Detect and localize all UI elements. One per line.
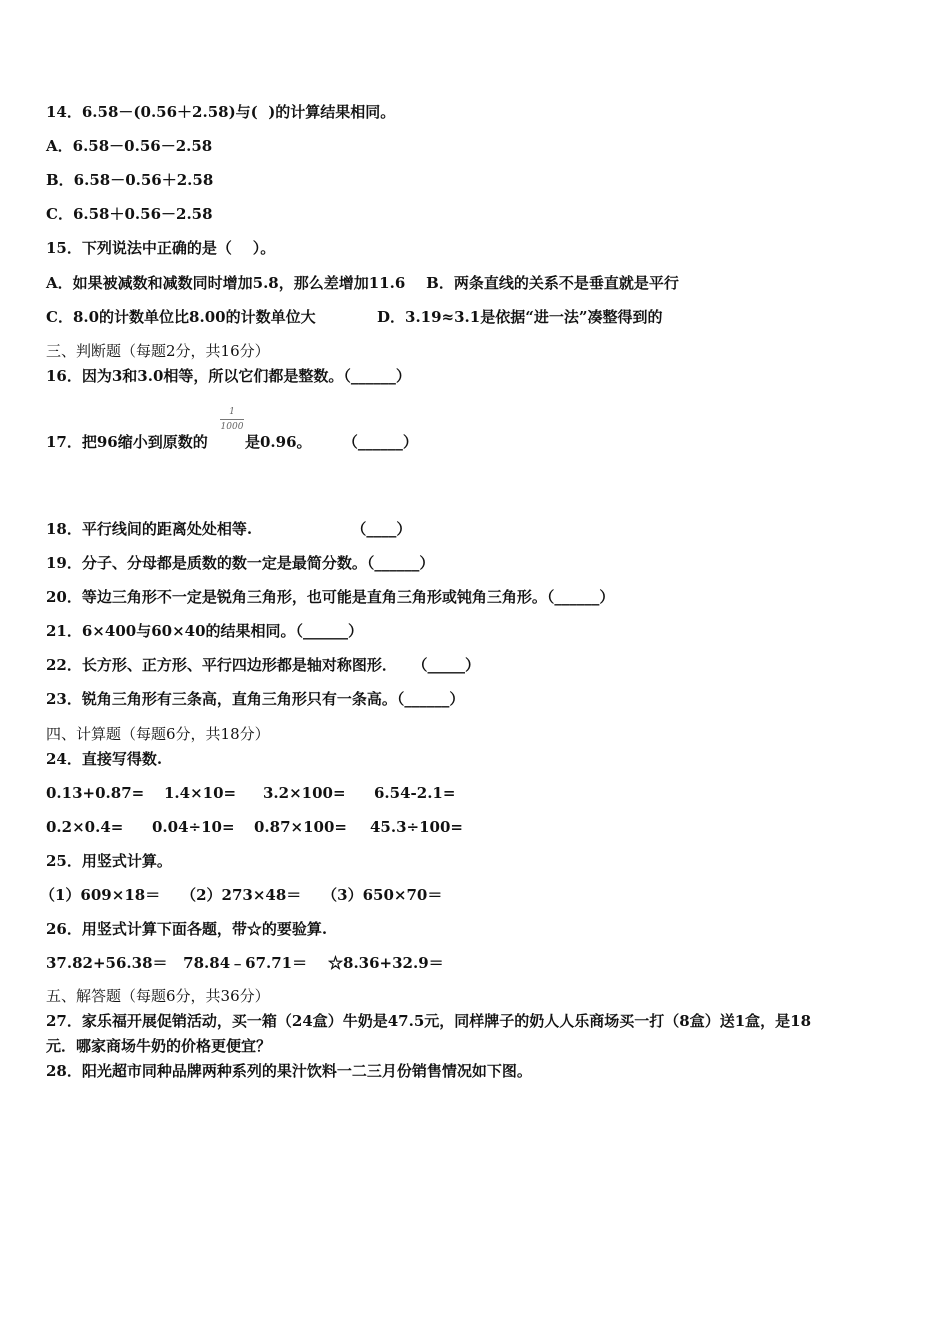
q18: 18．平行线间的距离处处相等. （____） (46, 520, 412, 538)
q24-row1-item: 1.4×10= (164, 784, 237, 802)
q28: 28．阳光超市同种品牌两种系列的果汁饮料一二三月份销售情况如下图。 (46, 1062, 532, 1080)
section-3-title: 三、判断题（每题2分，共16分） (46, 342, 270, 360)
q22: 22．长方形、正方形、平行四边形都是轴对称图形． （_____） (46, 656, 481, 674)
q14-option-c: C．6.58＋0.56－2.58 (46, 205, 213, 223)
q24-row1-item: 3.2×100= (263, 784, 346, 802)
fraction-bar (220, 419, 244, 420)
q14-option-b: B．6.58－0.56＋2.58 (46, 171, 214, 189)
q24-stem: 24．直接写得数. (46, 750, 163, 768)
q23: 23．锐角三角形有三条高，直角三角形只有一条高。（______） (46, 690, 465, 708)
q24-row2-item: 0.04÷10= (152, 818, 235, 836)
q15-options-ab: A．如果被减数和减数同时增加5.8，那么差增加11.6 B．两条直线的关系不是垂直就是平行 (46, 274, 679, 292)
q14-option-a: A．6.58－0.56－2.58 (46, 137, 213, 155)
q16: 16．因为3和3.0相等，所以它们都是整数。（______） (46, 367, 411, 385)
q27-line1: 27．家乐福开展促销活动，买一箱（24盒）牛奶是47.5元，同样牌子的奶人人乐商场买一打（8盒）送1盒，是18 (46, 1012, 812, 1030)
q25-items: （1）609×18＝ （2）273×48＝ （3）650×70＝ (40, 886, 443, 904)
q20: 20．等边三角形不一定是锐角三角形，也可能是直角三角形或钝角三角形。（______） (46, 588, 615, 606)
q15-option-d: D．3.19≈3.1是依据“进一法”凑整得到的 (377, 308, 663, 326)
q27-line2: 元．哪家商场牛奶的价格更便宜？ (46, 1037, 272, 1055)
q19: 19．分子、分母都是质数的数一定是最简分数。（______） (46, 554, 435, 572)
q17-text-after: 是0.96。 （______） (245, 433, 418, 451)
q24-row2-item: 0.87×100= (254, 818, 347, 836)
section-4-title: 四、计算题（每题6分，共18分） (46, 725, 270, 743)
q26-stem: 26．用竖式计算下面各题，带☆的要验算. (46, 920, 328, 938)
q15-stem: 15．下列说法中正确的是（ ）。 (46, 239, 276, 257)
q21: 21．6×400与60×40的结果相同。（______） (46, 622, 364, 640)
fraction-denominator: 1000 (220, 422, 244, 432)
q24-row1-item: 6.54-2.1= (374, 784, 456, 802)
section-5-title: 五、解答题（每题6分，共36分） (46, 987, 270, 1005)
q25-stem: 25．用竖式计算。 (46, 852, 172, 870)
q14-stem: 14．6.58－(0.56＋2.58)与( )的计算结果相同。 (46, 103, 396, 121)
q26-items: 37.82+56.38＝ 78.84﹣67.71＝ ☆8.36+32.9＝ (46, 954, 444, 972)
q24-row1-item: 0.13+0.87= (46, 784, 145, 802)
fraction-numerator: 1 (229, 407, 235, 417)
q24-row2-item: 45.3÷100= (370, 818, 463, 836)
q24-row2-item: 0.2×0.4= (46, 818, 124, 836)
q17-text-before: 17．把96缩小到原数的 (46, 433, 208, 451)
q17-fraction (218, 406, 246, 433)
q15-option-c: C．8.0的计数单位比8.00的计数单位大 (46, 308, 316, 326)
